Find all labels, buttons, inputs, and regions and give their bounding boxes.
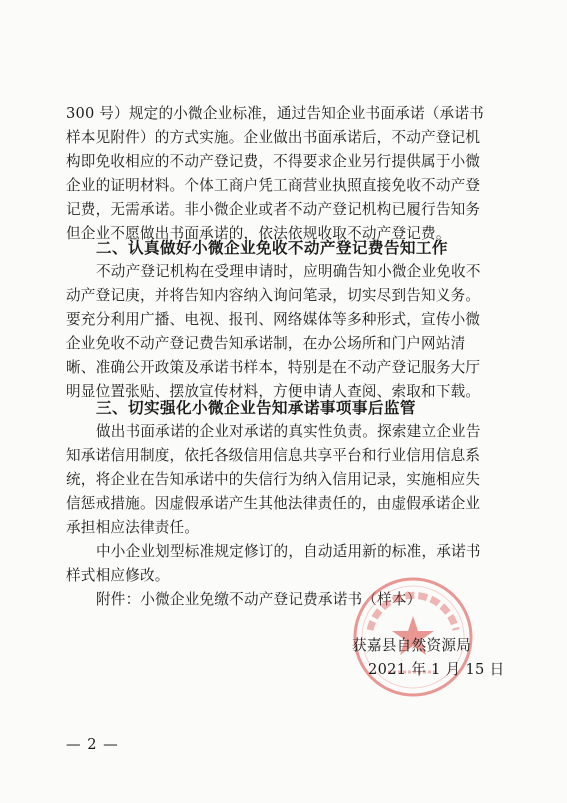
paragraph-1-line: 样本见附件）的方式实施。企业做出书面承诺后，不动产登记机 (66, 129, 481, 146)
paragraph-1-line: 300 号）规定的小微企业标准，通过告知企业书面承诺（承诺书 (66, 105, 484, 122)
paragraph-3-line: 知承诺信用制度，依托各级信用信息共享平台和行业信用信息系 (66, 447, 481, 464)
paragraph-1-line: 构即免收相应的不动产登记费，不得要求企业另行提供属于小微 (66, 153, 481, 170)
paragraph-1-line: 记费，无需承诺。非小微企业或者不动产登记机构已履行告知务 (66, 201, 481, 218)
attachment-line: 附件：小微企业免缴不动产登记费承诺书（样本） (96, 591, 422, 608)
paragraph-2-line: 晰、准确公开政策及承诺书样本，特别是在不动产登记服务大厅 (66, 359, 481, 376)
paragraph-2-line: 要充分利用广播、电视、报刊、网络媒体等多种形式，宣传小微 (66, 311, 481, 328)
paragraph-1-line: 但企业不愿做出书面承诺的，依法依规收取不动产登记费。 (66, 225, 451, 242)
paragraph-3-line: 统，将企业在告知承诺中的失信行为纳入信用记录，实施相应失 (66, 471, 481, 488)
paragraph-2-line: 不动产登记机构在受理申请时，应明确告知小微企业免收不 (96, 263, 481, 280)
paragraph-3-line: 做出书面承诺的企业对承诺的真实性负责。探索建立企业告 (96, 423, 481, 440)
page-number: — 2 — (66, 736, 119, 753)
paragraph-1-line: 企业的证明材料。个体工商户凭工商营业执照直接免收不动产登 (66, 177, 481, 194)
issuer-name: 获嘉县自然资源局 (352, 637, 472, 654)
paragraph-3-line: 承担相应法律责任。 (66, 519, 200, 536)
section-heading-2: 二、认真做好小微企业免收不动产登记费告知工作 (96, 239, 448, 257)
paragraph-2-line: 企业免收不动产登记费告知承诺制，在办公场所和门户网站清 (66, 335, 466, 352)
paragraph-2-line: 动产登记庚，并将告知内容纳入询问笔录，切实尽到告知义务。 (66, 287, 481, 304)
paragraph-4-line: 样式相应修改。 (66, 567, 170, 584)
section-heading-3: 三、切实强化小微企业告知承诺事项事后监管 (96, 399, 416, 417)
paragraph-4-line: 中小企业划型标准规定修订的，自动适用新的标准，承诺书 (96, 543, 481, 560)
paragraph-3-line: 信惩戒措施。因虚假承诺产生其他法律责任的，由虚假承诺企业 (66, 495, 481, 512)
paragraph-2-line: 明显位置张贴、摆放宣传材料，方便申请人查阅、索取和下载。 (66, 383, 481, 400)
issue-date: 2021 年 1 月 15 日 (368, 661, 505, 678)
